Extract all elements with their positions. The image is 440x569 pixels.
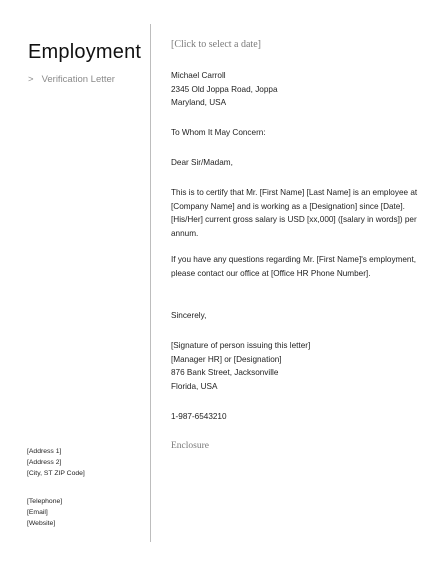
paragraph-1-line: This is to certify that Mr. [First Name] [Last Name] is an employee at xyxy=(171,188,418,197)
address-line-2[interactable]: [Address 2] xyxy=(27,459,62,466)
telephone-field[interactable]: [Telephone] xyxy=(27,498,63,505)
closing: Sincerely, xyxy=(171,311,207,320)
sidebar xyxy=(0,0,150,569)
signer-title: [Manager HR] or [Designation] xyxy=(171,354,282,364)
page-subtitle xyxy=(28,74,115,85)
signer-region: Florida, USA xyxy=(171,381,218,391)
page-title: Employment xyxy=(28,41,142,63)
recipient-street: 2345 Old Joppa Road, Joppa xyxy=(171,84,278,94)
paragraph-1-line: [His/Her] current gross salary is USD [xx,000] ([salary in words]) per xyxy=(171,215,417,224)
sender-address xyxy=(27,446,85,479)
address-city-line[interactable]: [City, ST ZIP Code] xyxy=(27,470,85,477)
enclosure-label: Enclosure xyxy=(171,441,209,451)
paragraph-1-line: annum. xyxy=(171,228,199,238)
subtitle-text: Verification Letter xyxy=(41,74,115,85)
signature-line: [Signature of person issuing this letter] xyxy=(171,341,311,350)
date-picker-placeholder[interactable]: [Click to select a date] xyxy=(171,39,261,50)
to-whom-line: To Whom It May Concern: xyxy=(171,128,266,137)
vertical-divider xyxy=(150,24,151,542)
sender-contact xyxy=(27,496,62,529)
paragraph-2-line: If you have any questions regarding Mr. [First Name]'s employment, xyxy=(171,255,417,264)
recipient-name: Michael Carroll xyxy=(171,71,226,80)
recipient-region: Maryland, USA xyxy=(171,98,227,107)
paragraph-1-line: [Company Name] and is working as a [Designation] since [Date]. xyxy=(171,201,405,211)
address-line-1[interactable]: [Address 1] xyxy=(27,448,62,455)
chevron-right-icon: > xyxy=(28,74,34,85)
salutation: Dear Sir/Madam, xyxy=(171,158,233,167)
signer-street: 876 Bank Street, Jacksonville xyxy=(171,368,279,377)
signer-phone: 1-987-6543210 xyxy=(171,412,227,421)
website-field[interactable]: [Website] xyxy=(27,520,56,527)
paragraph-2-line: please contact our office at [Office HR Phone Number]. xyxy=(171,268,371,278)
email-field[interactable]: [Email] xyxy=(27,509,48,516)
